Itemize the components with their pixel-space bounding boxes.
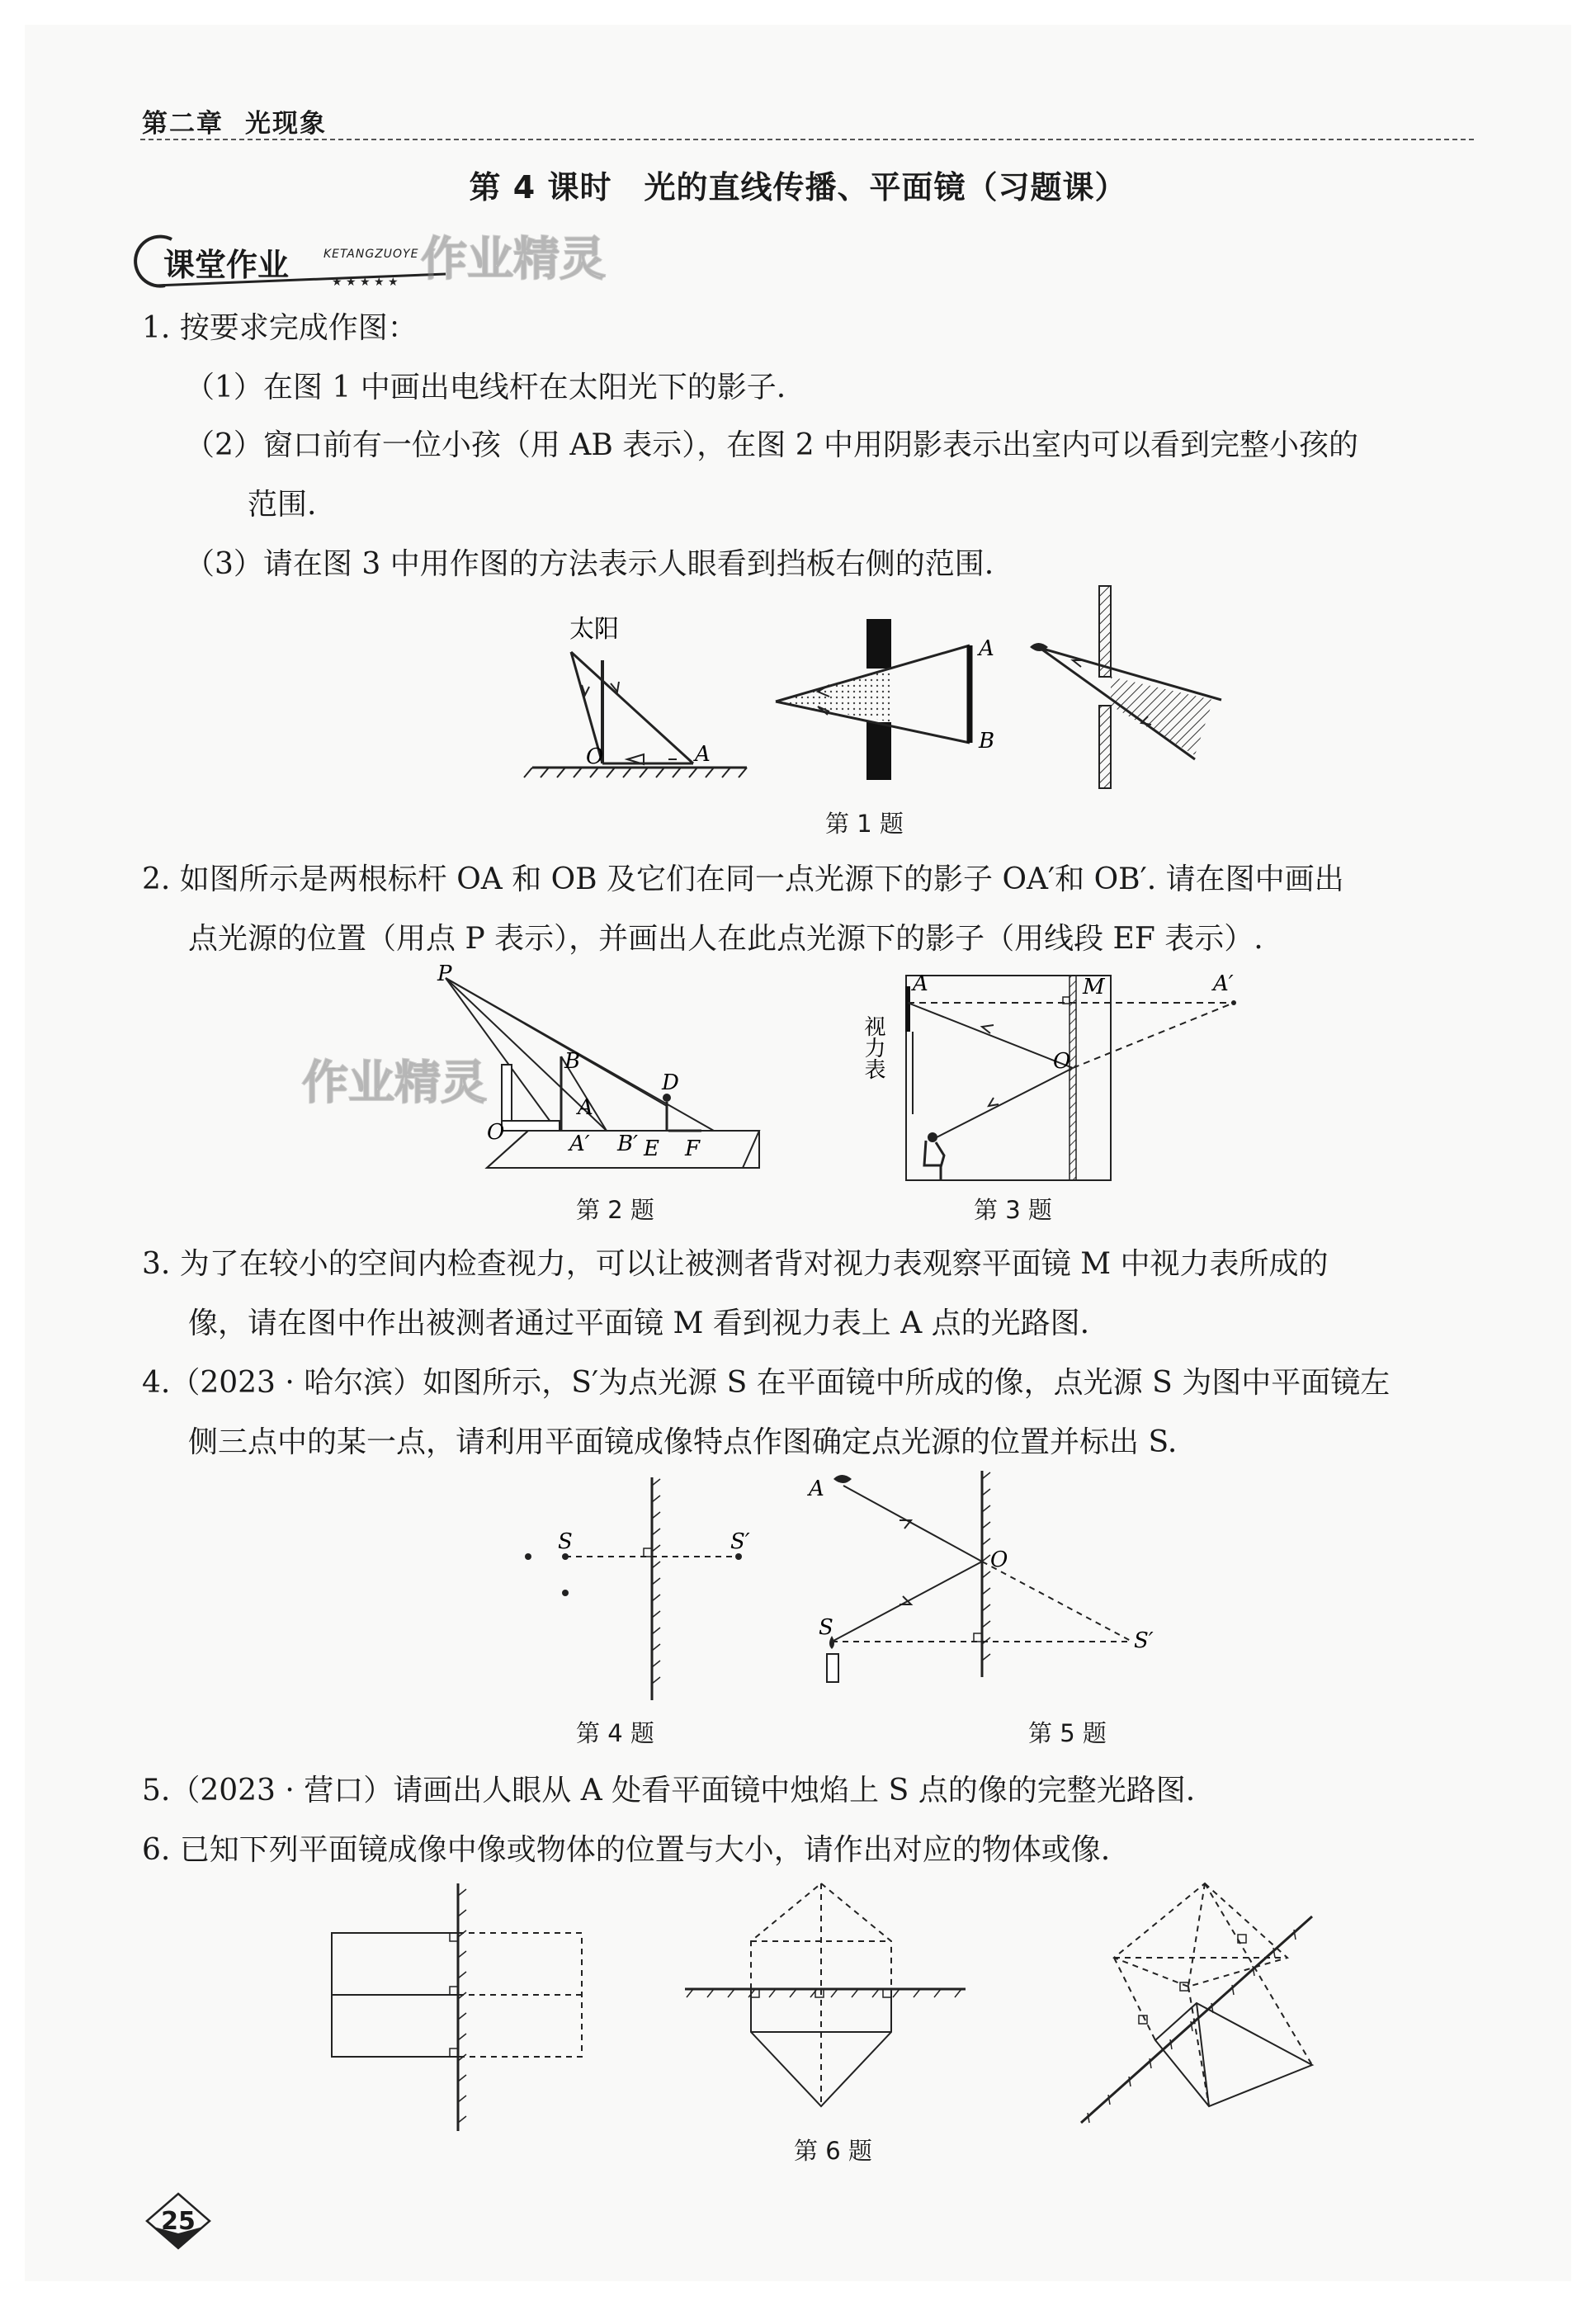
q1-fig2	[776, 619, 970, 780]
q1-fig3	[1030, 586, 1221, 788]
q5-line1: 5.（2023 · 营口）请画出人眼从 A 处看平面镜中烛焰上 S 点的像的完整光路图.	[142, 1774, 1196, 1807]
q3-line2: 像，请在图中作出被测者通过平面镜 M 看到视力表上 A 点的光路图.	[188, 1307, 1090, 1340]
q6-caption: 第 6 题	[794, 2137, 872, 2165]
q1-fig1-a-label: A	[695, 742, 711, 767]
chapter-number: 第二章	[142, 109, 224, 139]
q2-d-label: D	[662, 1070, 679, 1095]
q1-part3: （3）请在图 3 中用作图的方法表示人眼看到挡板右侧的范围.	[185, 547, 994, 581]
q2-a-label: A	[578, 1095, 593, 1120]
q2-caption: 第 2 题	[576, 1196, 654, 1224]
q1-fig2-b-label: B	[979, 729, 995, 754]
q1-part2-line2: 范围.	[248, 488, 317, 522]
q2-o-label: O	[487, 1120, 505, 1145]
q2-a1-label: A′	[569, 1132, 590, 1156]
svg-text:★ ★ ★ ★ ★: ★ ★ ★ ★ ★	[332, 276, 399, 289]
q5-caption: 第 5 题	[1028, 1719, 1107, 1747]
q5-s1-label: S′	[1134, 1628, 1154, 1653]
q4-line2: 侧三点中的某一点，请利用平面镜成像特点作图确定点光源的位置并标出 S.	[188, 1425, 1178, 1459]
section-subtitle: KETANGZUOYE	[323, 248, 419, 261]
q3-chart-label: 视力表	[861, 1015, 885, 1080]
header-divider	[140, 139, 1474, 140]
chapter-title: 光现象	[245, 109, 327, 139]
watermark: 作业精灵	[421, 233, 606, 286]
q3-o-label: O	[1053, 1049, 1071, 1074]
q1-fig2-a-label: A	[979, 636, 994, 661]
q1-fig1-sun-label: 太阳	[569, 615, 619, 644]
q4-caption: 第 4 题	[576, 1719, 654, 1747]
q6-line1: 6. 已知下列平面镜成像中像或物体的位置与大小，请作出对应的物体或像.	[142, 1833, 1111, 1867]
q6-fig-a	[332, 1883, 582, 2131]
q5-a-label: A	[809, 1477, 824, 1501]
q4-figure	[512, 1477, 809, 1700]
q3-m-label: M	[1083, 975, 1105, 999]
q1-figures	[512, 586, 1254, 801]
section-label: 课堂作业	[163, 247, 290, 283]
q3-a1-label: A′	[1213, 971, 1234, 996]
q1-part1: （1）在图 1 中画出电线杆在太阳光下的影子.	[185, 371, 786, 404]
q3-caption: 第 3 题	[974, 1196, 1052, 1224]
q2-p-label: P	[437, 962, 452, 986]
q2-line2: 点光源的位置（用点 P 表示），并画出人在此点光源下的影子（用线段 EF 表示）.	[188, 922, 1263, 956]
q6-fig-c	[1081, 1883, 1312, 2123]
q2-e-label: E	[644, 1136, 659, 1161]
q2-b-label: B	[564, 1049, 581, 1074]
q4-line1: 4.（2023 · 哈尔滨）如图所示，S′为点光源 S 在平面镜中所成的像，点光源 S 为图中平面镜左	[142, 1366, 1391, 1400]
q2-b1-label: B′	[617, 1132, 639, 1156]
q1-stem: 1. 按要求完成作图：	[142, 311, 418, 345]
q5-o-label: O	[990, 1548, 1008, 1572]
chapter-header	[142, 102, 348, 139]
q3-figure	[861, 966, 1246, 1188]
q6-fig-b	[685, 1883, 966, 2106]
q5-figure	[809, 1471, 1188, 1702]
lesson-title: 第 4 课时 光的直线传播、平面镜（习题课）	[469, 169, 1127, 206]
page-number: 25	[161, 2207, 196, 2236]
watermark-2: 作业精灵	[302, 1056, 487, 1110]
q5-s-label: S	[819, 1615, 833, 1640]
q2-line1: 2. 如图所示是两根标杆 OA 和 OB 及它们在同一点光源下的影子 OA′和 OB′. 请在图中画出	[142, 862, 1344, 896]
q2-f-label: F	[685, 1136, 701, 1161]
q3-line1: 3. 为了在较小的空间内检查视力，可以让被测者背对视力表观察平面镜 M 中视力表所成的	[142, 1247, 1329, 1281]
q3-a-label: A	[913, 971, 928, 996]
q1-fig1	[524, 652, 747, 777]
q1-part2-line1: （2）窗口前有一位小孩（用 AB 表示），在图 2 中用阴影表示出室内可以看到完整小孩的	[185, 428, 1359, 462]
q4-s-label: S	[558, 1529, 573, 1554]
page-number-badge	[145, 2192, 211, 2250]
q6-figure	[322, 1883, 1362, 2131]
q1-fig1-o-label: O	[586, 744, 604, 769]
q1-caption: 第 1 题	[825, 810, 904, 838]
q4-s1-label: S′	[730, 1529, 750, 1554]
